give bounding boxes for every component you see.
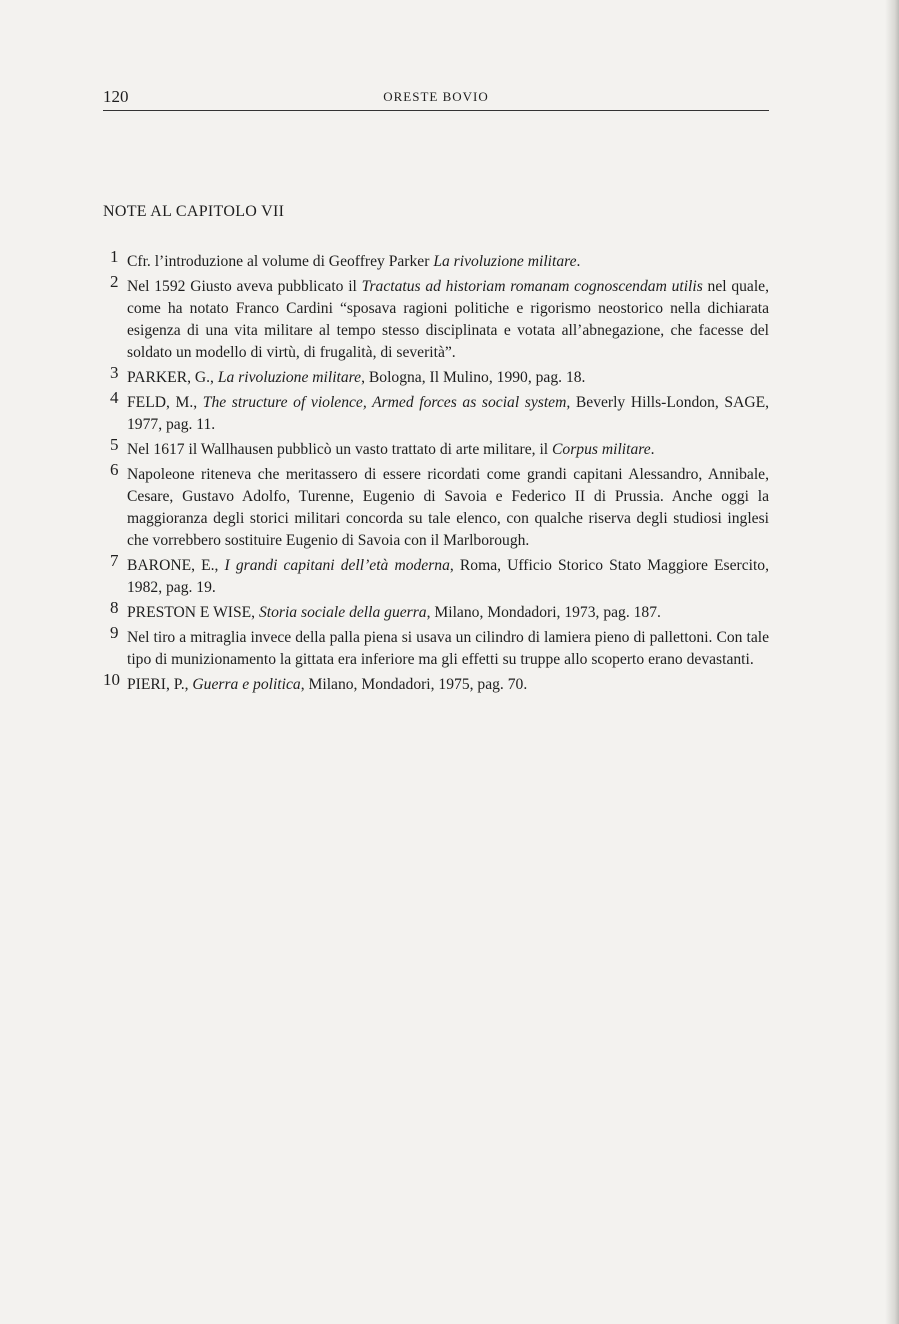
footnote-text: Nel 1592 Giusto aveva pubblicato il bbox=[127, 278, 362, 295]
bleed-through-top bbox=[100, 150, 770, 210]
footnote-number: 2 bbox=[110, 272, 119, 291]
footnote-7 bbox=[103, 551, 769, 599]
footnote-title: Guerra e politica bbox=[192, 676, 301, 693]
footnote-text: , Bologna, Il Mulino, 1990, pag. 18. bbox=[361, 369, 586, 386]
footnote-text: , Milano, Mondadori, 1973, pag. 187. bbox=[426, 604, 661, 621]
footnote-title: The structure of violence, Armed forces as social system, bbox=[202, 394, 571, 411]
page-header bbox=[103, 84, 769, 111]
footnote-text: Cfr. l’introduzione al volume di Geoffrey Parker bbox=[127, 253, 434, 270]
footnote-title: Tractatus ad historiam romanam cognoscendam utilis bbox=[361, 278, 703, 295]
footnote-title: La rivoluzione militare bbox=[217, 369, 362, 386]
footnote-text: FELD, M., bbox=[127, 394, 203, 411]
page-edge-shadow bbox=[885, 0, 899, 1324]
footnote-number: 8 bbox=[110, 598, 119, 617]
footnote-text: BARONE, E., bbox=[127, 557, 225, 574]
notes-list bbox=[103, 247, 770, 699]
footnote-number: 9 bbox=[110, 623, 119, 642]
footnote-text: . bbox=[650, 441, 655, 458]
footnote-number: 5 bbox=[110, 435, 119, 454]
footnote-title: La rivoluzione militare bbox=[433, 253, 577, 270]
footnote-text: Nel 1617 il Wallhausen pubblicò un vasto trattato di arte militare, il bbox=[127, 441, 553, 458]
footnote-number: 10 bbox=[103, 670, 120, 689]
footnote-9 bbox=[103, 623, 769, 671]
section-title: NOTE AL CAPITOLO VII bbox=[103, 203, 285, 220]
footnote-6 bbox=[103, 460, 769, 552]
footnote-text: Napoleone riteneva che meritassero di essere ricordati come grandi capitani Alessandro, Annibale, Cesare, Gustavo Adolfo, Turenne, Eugenio di Savoia e Federico II di Prussia. Anche oggi la maggioranza degli storici militari concorda su tale elenco, con qualche riserva degli studiosi inglesi che vorrebbero sostituire Eugenio di Savoia con il Marlborough. bbox=[127, 466, 769, 549]
footnote-number: 6 bbox=[110, 460, 119, 479]
footnote-5 bbox=[103, 435, 769, 461]
footnote-text: PARKER, G., bbox=[127, 369, 218, 386]
running-head: ORESTE BOVIO bbox=[383, 89, 489, 104]
footnote-text: nel quale, come ha notato Franco Cardini “sposava ragioni politiche e rigorismo neostorico nella dichiarata esigenza di una vita militare al tempo stesso disciplinata e votata all’abnegazione, che facesse del soldato un modello di virtù, di frugalità, di severità”. bbox=[127, 278, 770, 361]
footnote-number: 3 bbox=[110, 363, 119, 382]
footnote-title: I grandi capitani dell’età moderna bbox=[224, 557, 450, 574]
footnote-title: Storia sociale della guerra bbox=[258, 604, 427, 621]
bleed-through-bottom bbox=[100, 820, 770, 1200]
footnote-text: , Roma, Ufficio Storico Stato Maggiore Esercito, 1982, pag. 19. bbox=[127, 557, 769, 596]
footnote-3 bbox=[103, 363, 769, 389]
footnote-number: 1 bbox=[110, 247, 119, 266]
footnote-1 bbox=[103, 247, 769, 273]
footnote-8 bbox=[103, 598, 769, 624]
footnote-text: Nel tiro a mitraglia invece della palla piena si usava un cilindro di lamiera pieno di pallettoni. Con tale tipo di munizionamento la gittata era inferiore ma gli effetti su truppe allo scoperto erano devastanti. bbox=[127, 629, 769, 668]
footnote-10 bbox=[103, 670, 769, 696]
footnote-text: Beverly Hills-London, SAGE, 1977, pag. 11. bbox=[127, 394, 770, 433]
footnote-4 bbox=[103, 388, 770, 436]
footnote-title: Corpus militare bbox=[552, 441, 651, 458]
page-number: 120 bbox=[103, 87, 129, 106]
footnote-text: PRESTON E WISE, bbox=[127, 604, 259, 621]
footnote-2 bbox=[103, 272, 770, 364]
footnote-text: . bbox=[576, 253, 581, 270]
footnote-text: PIERI, P., bbox=[127, 676, 193, 693]
footnote-number: 7 bbox=[110, 551, 119, 570]
footnote-number: 4 bbox=[110, 388, 119, 407]
footnote-text: , Milano, Mondadori, 1975, pag. 70. bbox=[300, 676, 528, 693]
